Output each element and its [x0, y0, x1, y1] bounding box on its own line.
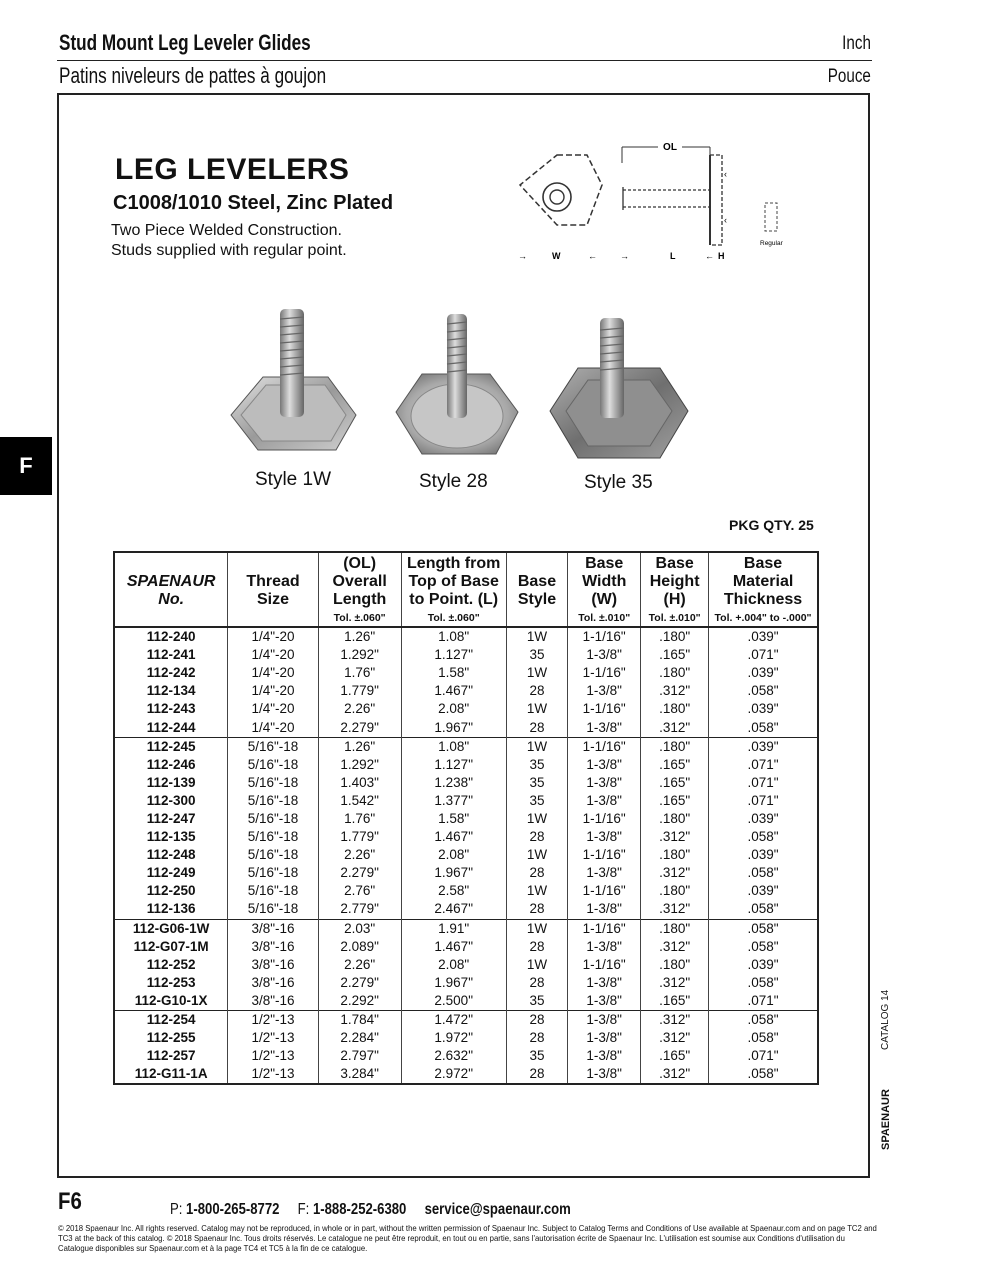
table-cell: 1.26" [318, 627, 401, 646]
style-label: Style 28 [419, 471, 488, 492]
style-28-image [392, 312, 522, 462]
table-cell: 1-3/8" [568, 718, 641, 737]
table-row [114, 682, 818, 700]
table-body [114, 627, 818, 1084]
table-row [114, 864, 818, 882]
table-cell: 1.403" [318, 774, 401, 792]
table-row [114, 900, 818, 919]
table-cell: 28 [506, 900, 567, 919]
table-cell: 1W [506, 956, 567, 974]
table-cell: 1W [506, 882, 567, 900]
unit-label-fr: Pouce [827, 66, 871, 87]
svg-text:‹: ‹ [724, 169, 727, 179]
table-cell: 2.279" [318, 718, 401, 737]
column-header: Length from Top of Base to Point. (L) Tol. ±.060" [401, 552, 506, 627]
table-cell: 1.377" [401, 792, 506, 810]
table-cell: 3/8"-16 [228, 919, 318, 938]
table-cell: .039" [709, 846, 818, 864]
table-cell: 1-3/8" [568, 1065, 641, 1084]
table-cell: 2.279" [318, 974, 401, 992]
part-number-cell: 112-250 [114, 882, 228, 900]
table-cell: .058" [709, 974, 818, 992]
part-number-cell: 112-136 [114, 900, 228, 919]
table-cell: 1-3/8" [568, 646, 641, 664]
table-cell: .312" [641, 938, 709, 956]
table-cell: 1.238" [401, 774, 506, 792]
table-cell: 1-1/16" [568, 882, 641, 900]
table-cell: 2.58" [401, 882, 506, 900]
table-cell: 1W [506, 627, 567, 646]
table-cell: .039" [709, 810, 818, 828]
l-dimension-label: L [670, 251, 676, 261]
table-row [114, 938, 818, 956]
table-cell: 2.292" [318, 992, 401, 1011]
table-cell: .058" [709, 718, 818, 737]
table-cell: 5/16"-18 [228, 882, 318, 900]
table-cell: 1-1/16" [568, 810, 641, 828]
spec-table [113, 551, 819, 1085]
svg-text:→: → [620, 251, 629, 261]
part-number-cell: 112-252 [114, 956, 228, 974]
table-cell: 2.08" [401, 956, 506, 974]
table-cell: .071" [709, 774, 818, 792]
table-cell: 28 [506, 718, 567, 737]
table-row [114, 1065, 818, 1084]
table-cell: .312" [641, 1029, 709, 1047]
part-number-cell: 112-135 [114, 828, 228, 846]
table-cell: 1/4"-20 [228, 700, 318, 718]
table-cell: .071" [709, 756, 818, 774]
table-cell: 1.58" [401, 664, 506, 682]
table-cell: 35 [506, 774, 567, 792]
table-cell: 1-1/16" [568, 846, 641, 864]
svg-text:→: → [518, 251, 527, 261]
table-cell: 1/2"-13 [228, 1029, 318, 1047]
table-cell: .312" [641, 864, 709, 882]
table-cell: .039" [709, 737, 818, 756]
style-label: Style 1W [255, 469, 332, 490]
table-row [114, 627, 818, 646]
table-cell: 1/2"-13 [228, 1010, 318, 1029]
part-number-cell: 112-G10-1X [114, 992, 228, 1011]
table-cell: 5/16"-18 [228, 810, 318, 828]
part-number-cell: 112-245 [114, 737, 228, 756]
catalog-edition: CATALOG 14 [880, 989, 891, 1050]
table-cell: .312" [641, 974, 709, 992]
table-cell: 1.08" [401, 627, 506, 646]
style-35-image [548, 316, 693, 466]
table-cell: .165" [641, 1047, 709, 1065]
table-cell: 1-1/16" [568, 700, 641, 718]
table-cell: .058" [709, 1029, 818, 1047]
table-cell: 28 [506, 1010, 567, 1029]
fax-number: 1-888-252-6380 [312, 1201, 407, 1218]
table-cell: 1.08" [401, 737, 506, 756]
table-cell: 3/8"-16 [228, 938, 318, 956]
table-row [114, 664, 818, 682]
table-cell: 35 [506, 1047, 567, 1065]
table-cell: 1-3/8" [568, 682, 641, 700]
table-header-row [114, 552, 818, 627]
table-row [114, 646, 818, 664]
regular-point-diagram [760, 203, 784, 247]
table-row [114, 992, 818, 1011]
table-cell: 1-1/16" [568, 664, 641, 682]
table-row [114, 1010, 818, 1029]
table-row [114, 956, 818, 974]
table-cell: .180" [641, 846, 709, 864]
table-row [114, 919, 818, 938]
table-cell: .071" [709, 1047, 818, 1065]
table-cell: .180" [641, 882, 709, 900]
table-cell: 1.472" [401, 1010, 506, 1029]
table-cell: 35 [506, 646, 567, 664]
table-cell: 1.292" [318, 756, 401, 774]
table-cell: 1.542" [318, 792, 401, 810]
table-row [114, 718, 818, 737]
table-row [114, 700, 818, 718]
hex-base-top-view [520, 155, 602, 225]
table-cell: 1.292" [318, 646, 401, 664]
part-number-cell: 112-254 [114, 1010, 228, 1029]
table-row [114, 756, 818, 774]
table-cell: 35 [506, 756, 567, 774]
table-cell: .312" [641, 682, 709, 700]
table-cell: .039" [709, 700, 818, 718]
table-cell: 1.967" [401, 718, 506, 737]
part-number-cell: 112-244 [114, 718, 228, 737]
product-description-line: Studs supplied with regular point. [111, 242, 347, 259]
phone-number: 1-800-265-8772 [186, 1201, 280, 1218]
part-number-cell: 112-134 [114, 682, 228, 700]
table-cell: .312" [641, 1065, 709, 1084]
table-cell: 1.784" [318, 1010, 401, 1029]
part-number-cell: 112-241 [114, 646, 228, 664]
table-cell: 1-1/16" [568, 737, 641, 756]
page-subtitle-fr: Patins niveleurs de pattes à goujon [59, 63, 327, 88]
table-cell: 1-3/8" [568, 900, 641, 919]
table-cell: .165" [641, 792, 709, 810]
table-cell: .058" [709, 1065, 818, 1084]
table-row [114, 1047, 818, 1065]
table-cell: .180" [641, 627, 709, 646]
legal-notice: © 2018 Spaenaur Inc. All rights reserved. Catalog may not be reproduced, in whole or in part, without the written permission of Spaenaur Inc. Subject to Catalog Terms and Conditions of Use available at Spaenaur.com and on page TC2 and TC3 at the back of this catalog. © 2018 Spaenaur Inc. Tous droits réservés. Le catalogue ne peut être reproduit, en tout ou en partie, sans l'autorisation écrite de Spaenaur Inc. L'utilisation est soumise aux Conditions d'utilisation du Catalogue disponibles sur Spaenaur.com et à la page TC4 et TC5 à la fin de ce catalogue. [58, 1223, 877, 1253]
table-cell: 1/4"-20 [228, 718, 318, 737]
table-cell: 1-3/8" [568, 974, 641, 992]
contact-info [170, 1201, 571, 1219]
table-cell: 1-3/8" [568, 828, 641, 846]
table-cell: .180" [641, 700, 709, 718]
table-cell: 1-3/8" [568, 774, 641, 792]
part-number-cell: 112-G07-1M [114, 938, 228, 956]
table-row [114, 737, 818, 756]
table-cell: .071" [709, 792, 818, 810]
fax-label: F: [297, 1201, 310, 1218]
w-dimension-label: W [552, 251, 561, 261]
dimension-callouts [518, 251, 725, 261]
table-cell: 2.279" [318, 864, 401, 882]
table-cell: 2.76" [318, 882, 401, 900]
table-cell: 1/4"-20 [228, 646, 318, 664]
table-cell: .180" [641, 737, 709, 756]
part-number-cell: 112-247 [114, 810, 228, 828]
style-label: Style 35 [584, 472, 653, 493]
h-dimension-label: H [718, 251, 725, 261]
table-cell: 1.467" [401, 938, 506, 956]
table-cell: .312" [641, 1010, 709, 1029]
table-row [114, 774, 818, 792]
table-cell: 28 [506, 682, 567, 700]
part-number-cell: 112-G11-1A [114, 1065, 228, 1084]
table-cell: 1.58" [401, 810, 506, 828]
column-header: Thread Size [228, 552, 318, 627]
table-cell: 1W [506, 700, 567, 718]
table-cell: 28 [506, 974, 567, 992]
table-cell: 2.26" [318, 846, 401, 864]
table-cell: .180" [641, 919, 709, 938]
table-cell: 1-3/8" [568, 938, 641, 956]
package-quantity: PKG QTY. 25 [729, 517, 814, 533]
table-cell: .058" [709, 938, 818, 956]
header-divider [57, 60, 872, 61]
regular-point-label: Regular [760, 240, 783, 247]
column-header: Base Width (W) Tol. ±.010" [568, 552, 641, 627]
table-cell: 35 [506, 792, 567, 810]
table-cell: 5/16"-18 [228, 828, 318, 846]
table-cell: 5/16"-18 [228, 846, 318, 864]
table-cell: 1/4"-20 [228, 664, 318, 682]
table-cell: .058" [709, 900, 818, 919]
table-cell: .039" [709, 627, 818, 646]
part-number-cell: 112-249 [114, 864, 228, 882]
table-cell: .071" [709, 646, 818, 664]
table-cell: 2.972" [401, 1065, 506, 1084]
side-view [622, 142, 727, 245]
table-cell: 2.26" [318, 956, 401, 974]
table-cell: 1/2"-13 [228, 1047, 318, 1065]
part-number-cell: 112-255 [114, 1029, 228, 1047]
part-number-cell: 112-240 [114, 627, 228, 646]
table-cell: 2.797" [318, 1047, 401, 1065]
table-cell: 1.467" [401, 682, 506, 700]
table-row [114, 810, 818, 828]
part-number-cell: 112-253 [114, 974, 228, 992]
table-cell: 1-3/8" [568, 992, 641, 1011]
table-cell: 28 [506, 1029, 567, 1047]
table-cell: .058" [709, 864, 818, 882]
svg-text:‹: ‹ [724, 215, 727, 225]
table-cell: 1/4"-20 [228, 627, 318, 646]
table-cell: .165" [641, 774, 709, 792]
part-number-cell: 112-243 [114, 700, 228, 718]
table-cell: 1-3/8" [568, 756, 641, 774]
table-cell: 1.91" [401, 919, 506, 938]
table-cell: 1.967" [401, 864, 506, 882]
table-cell: 1.779" [318, 682, 401, 700]
table-row [114, 1029, 818, 1047]
dimension-diagram [510, 135, 800, 265]
table-cell: .312" [641, 900, 709, 919]
table-cell: 35 [506, 992, 567, 1011]
part-number-cell: 112-G06-1W [114, 919, 228, 938]
table-cell: 1W [506, 846, 567, 864]
table-row [114, 846, 818, 864]
table-cell: 5/16"-18 [228, 864, 318, 882]
table-cell: 1-1/16" [568, 919, 641, 938]
table-cell: 2.08" [401, 846, 506, 864]
table-cell: 28 [506, 938, 567, 956]
table-cell: 1.779" [318, 828, 401, 846]
column-header: Base Material Thickness Tol. +.004" to -.000" [709, 552, 818, 627]
table-cell: 1-1/16" [568, 627, 641, 646]
table-cell: 2.500" [401, 992, 506, 1011]
table-cell: .039" [709, 956, 818, 974]
table-row [114, 882, 818, 900]
table-row [114, 974, 818, 992]
table-cell: 1W [506, 810, 567, 828]
table-cell: 1.26" [318, 737, 401, 756]
table-cell: 1-3/8" [568, 792, 641, 810]
table-cell: .058" [709, 919, 818, 938]
table-cell: 2.632" [401, 1047, 506, 1065]
table-cell: 1.467" [401, 828, 506, 846]
table-cell: 2.467" [401, 900, 506, 919]
brand-logo: SPAENAUR [880, 1089, 892, 1150]
column-header: SPAENAUR No. [114, 552, 228, 627]
table-cell: 5/16"-18 [228, 756, 318, 774]
table-cell: .071" [709, 992, 818, 1011]
part-number-cell: 112-242 [114, 664, 228, 682]
table-cell: .058" [709, 682, 818, 700]
page-title: Stud Mount Leg Leveler Glides [59, 30, 311, 55]
product-description-line: Two Piece Welded Construction. [111, 222, 342, 239]
table-cell: 3/8"-16 [228, 956, 318, 974]
table-cell: .312" [641, 718, 709, 737]
table-cell: 2.779" [318, 900, 401, 919]
email-link[interactable]: service@spaenaur.com [424, 1201, 571, 1218]
table-cell: 1.967" [401, 974, 506, 992]
table-cell: 28 [506, 1065, 567, 1084]
table-cell: 1-3/8" [568, 1047, 641, 1065]
table-cell: .165" [641, 756, 709, 774]
table-row [114, 792, 818, 810]
table-cell: 28 [506, 864, 567, 882]
table-cell: 1-1/16" [568, 956, 641, 974]
table-cell: 28 [506, 828, 567, 846]
table-cell: 1.76" [318, 810, 401, 828]
section-tab: F [0, 437, 52, 495]
column-header: Base Height (H) Tol. ±.010" [641, 552, 709, 627]
page-number: F6 [58, 1188, 82, 1215]
table-cell: 1W [506, 919, 567, 938]
ol-dimension-label: OL [663, 142, 677, 153]
table-cell: 2.03" [318, 919, 401, 938]
table-cell: 2.26" [318, 700, 401, 718]
table-cell: .039" [709, 664, 818, 682]
table-cell: 5/16"-18 [228, 774, 318, 792]
table-cell: 3/8"-16 [228, 992, 318, 1011]
table-cell: .039" [709, 882, 818, 900]
svg-text:←: ← [705, 251, 714, 261]
table-cell: 1.972" [401, 1029, 506, 1047]
table-cell: 1/4"-20 [228, 682, 318, 700]
table-cell: .180" [641, 810, 709, 828]
column-header: Base Style [506, 552, 567, 627]
table-cell: 1W [506, 737, 567, 756]
table-cell: .058" [709, 1010, 818, 1029]
table-cell: 5/16"-18 [228, 737, 318, 756]
table-cell: 1W [506, 664, 567, 682]
part-number-cell: 112-257 [114, 1047, 228, 1065]
table-cell: 1-3/8" [568, 1010, 641, 1029]
table-cell: .165" [641, 646, 709, 664]
table-cell: 1.127" [401, 646, 506, 664]
part-number-cell: 112-248 [114, 846, 228, 864]
part-number-cell: 112-139 [114, 774, 228, 792]
table-cell: .165" [641, 992, 709, 1011]
table-row [114, 828, 818, 846]
product-title: LEG LEVELERS [115, 153, 350, 186]
svg-text:←: ← [588, 251, 597, 261]
table-cell: 5/16"-18 [228, 900, 318, 919]
table-cell: 5/16"-18 [228, 792, 318, 810]
table-cell: 1.76" [318, 664, 401, 682]
column-header: (OL) Overall Length Tol. ±.060" [318, 552, 401, 627]
table-cell: .312" [641, 828, 709, 846]
table-cell: 1-3/8" [568, 864, 641, 882]
unit-label: Inch [842, 33, 871, 54]
style-1w-image [228, 305, 358, 455]
table-cell: 1-3/8" [568, 1029, 641, 1047]
part-number-cell: 112-300 [114, 792, 228, 810]
product-material: C1008/1010 Steel, Zinc Plated [113, 192, 394, 214]
table-cell: 2.08" [401, 700, 506, 718]
table-cell: 3.284" [318, 1065, 401, 1084]
phone-label: P: [170, 1201, 183, 1218]
table-cell: .180" [641, 956, 709, 974]
table-cell: 2.089" [318, 938, 401, 956]
table-cell: .058" [709, 828, 818, 846]
table-cell: 1/2"-13 [228, 1065, 318, 1084]
table-cell: .180" [641, 664, 709, 682]
table-cell: 1.127" [401, 756, 506, 774]
table-cell: 3/8"-16 [228, 974, 318, 992]
part-number-cell: 112-246 [114, 756, 228, 774]
table-cell: 2.284" [318, 1029, 401, 1047]
